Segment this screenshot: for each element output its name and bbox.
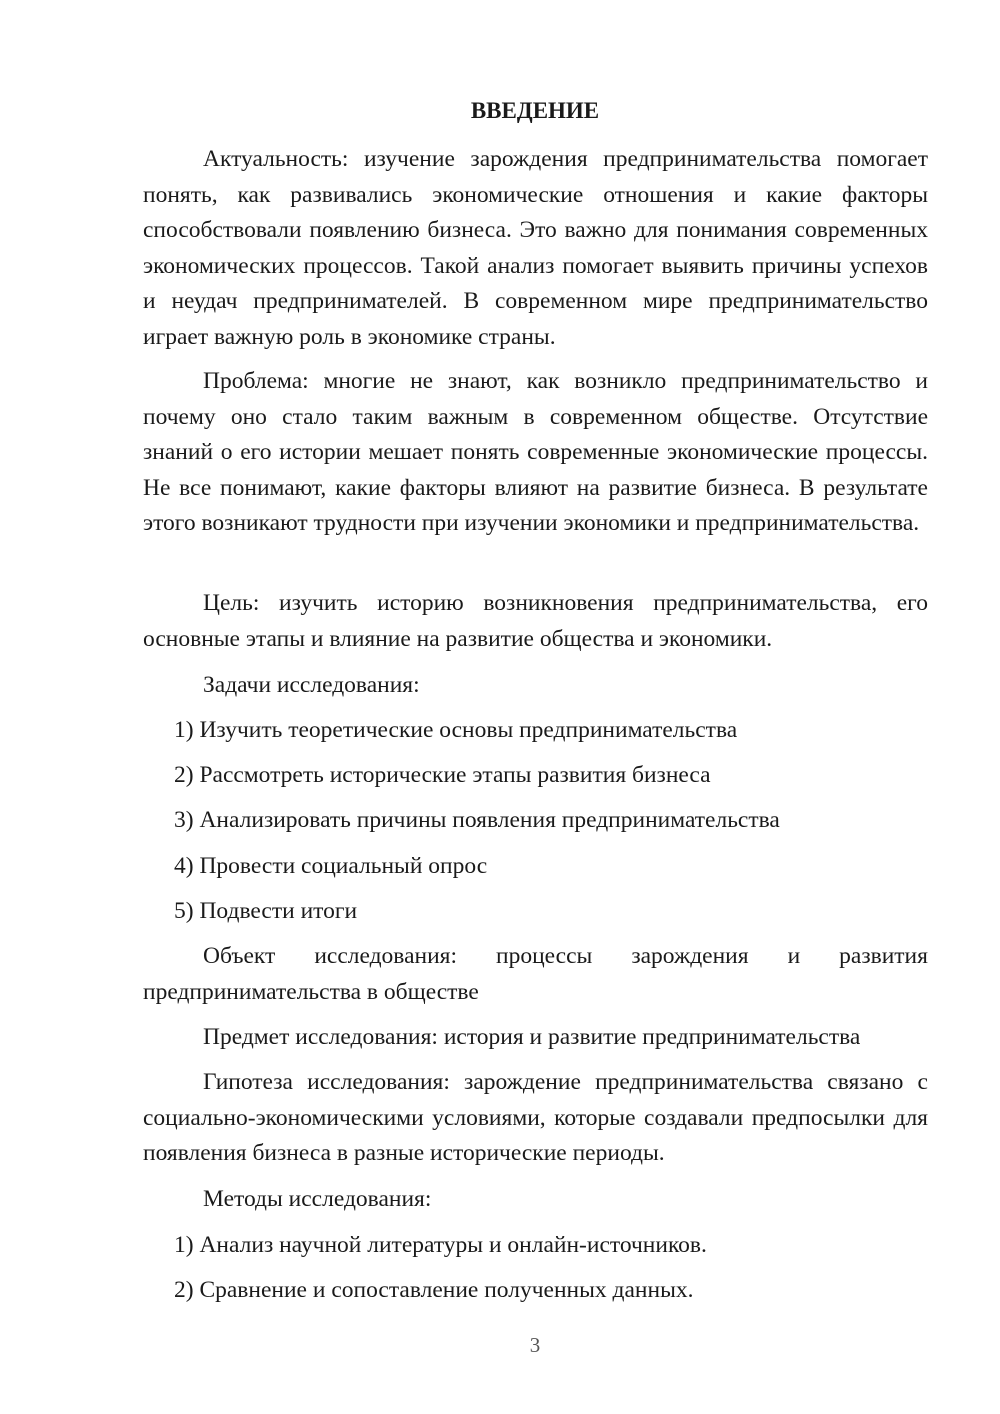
task-item: 2) Рассмотреть исторические этапы развития бизнеса	[174, 762, 711, 788]
object-word: развития	[839, 943, 928, 969]
method-item: 2) Сравнение и сопоставление полученных данных.	[174, 1277, 694, 1303]
object-continuation: предпринимательства в обществе	[143, 978, 479, 1005]
task-item: 4) Провести социальный опрос	[174, 853, 488, 879]
section-title: ВВЕДЕНИЕ	[470, 98, 600, 123]
tasks-heading: Задачи исследования:	[203, 672, 420, 698]
page-number: 3	[529, 1333, 541, 1357]
object-word: Объект	[203, 943, 276, 969]
object-word: зарождения	[631, 943, 749, 969]
relevance-paragraph: Актуальность: изучение зарождения предпринимательства помогает понять, как развивались экономические отношения и какие факторы способствовали появлению бизнеса. Это важно для понимания современных экономических процессов. Такой анализ помогает выявить причины успехов и неудач предпринимателей. В современном мире предпринимательство играет важную роль в экономике страны.	[143, 146, 928, 350]
object-word: исследования:	[314, 943, 458, 969]
task-item: 1) Изучить теоретические основы предпринимательства	[174, 717, 738, 743]
object-word: процессы	[496, 943, 593, 969]
methods-heading: Методы исследования:	[203, 1186, 432, 1212]
problem-paragraph: Проблема: многие не знают, как возникло предпринимательство и почему оно стало таким важным в современном обществе. Отсутствие знаний о его истории мешает понять современные экономические процессы. Не все понимают, какие факторы влияют на развитие бизнеса. В результате этого возникают трудности при изучении экономики и предпринимательства.	[143, 368, 928, 536]
task-item: 3) Анализировать причины появления предпринимательства	[174, 807, 780, 833]
hypothesis-paragraph: Гипотеза исследования: зарождение предпринимательства связано с социально-экономическими условиями, которые создавали предпосылки для появления бизнеса в разные исторические периоды.	[143, 1069, 928, 1166]
subject-paragraph: Предмет исследования: история и развитие предпринимательства	[203, 1024, 861, 1050]
object-word: и	[787, 943, 801, 969]
method-item: 1) Анализ научной литературы и онлайн-источников.	[174, 1232, 707, 1258]
task-item: 5) Подвести итоги	[174, 898, 358, 924]
goal-paragraph: Цель: изучить историю возникновения предпринимательства, его основные этапы и влияние на развитие общества и экономики.	[143, 590, 928, 652]
object-paragraph	[143, 939, 928, 1010]
